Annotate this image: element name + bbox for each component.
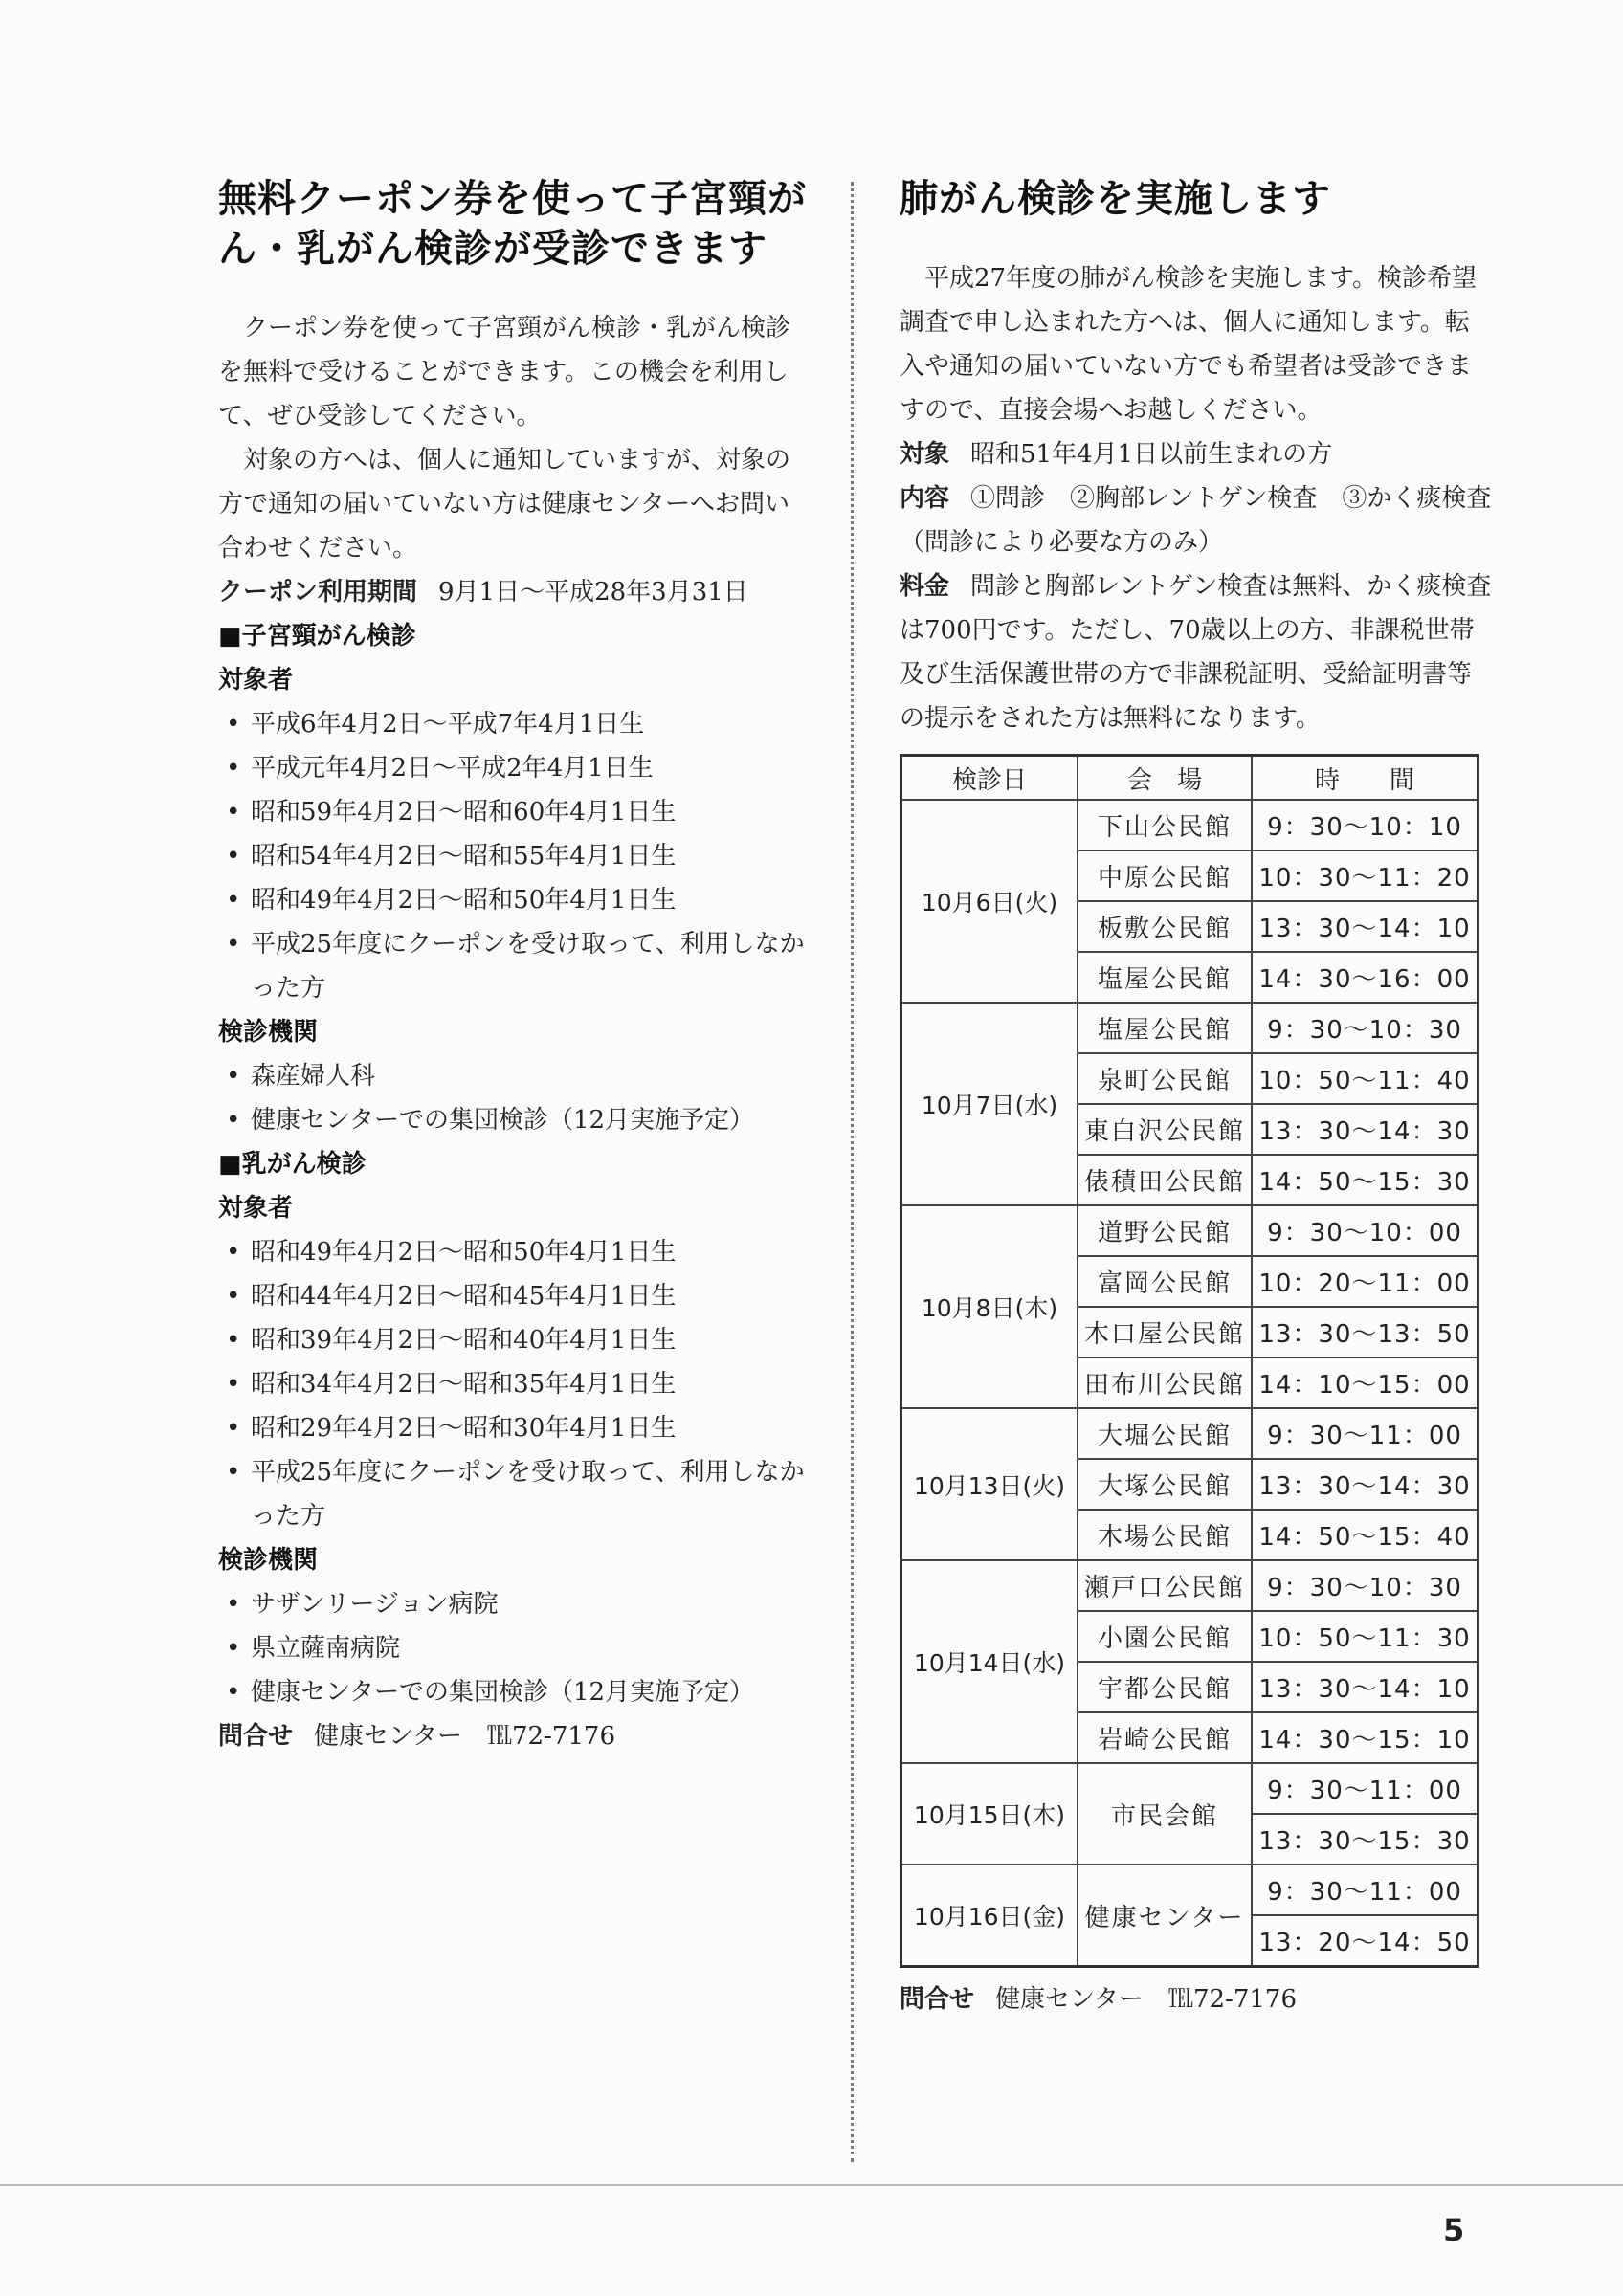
exam-date: 10月15日(木): [901, 1763, 1078, 1865]
venue-name: 小園公民館: [1078, 1611, 1252, 1662]
venue-name: 瀬戸口公民館: [1078, 1560, 1252, 1611]
venue-name: 木口屋公民館: [1078, 1307, 1252, 1358]
table-header-row: [901, 756, 1478, 801]
lung-target: [900, 432, 1493, 476]
time-slot: 9：30～10：30: [1252, 1560, 1478, 1611]
coupon-period-value: 9月1日～平成28年3月31日: [438, 578, 748, 607]
venue-name: 板敷公民館: [1078, 901, 1252, 952]
venue-name: 岩崎公民館: [1078, 1712, 1252, 1763]
lung-target-value: 昭和51年4月1日以前生まれの方: [970, 440, 1333, 469]
left-contact: [218, 1714, 812, 1758]
time-slot: 13：30～14：30: [1252, 1459, 1478, 1510]
venue-name: 中原公民館: [1078, 850, 1252, 901]
right-contact: [900, 1977, 1493, 2021]
list-item: • 平成6年4月2日～平成7年4月1日生: [218, 702, 812, 746]
table-row: [901, 1003, 1478, 1053]
list-item: • 平成元年4月2日～平成2年4月1日生: [218, 746, 812, 790]
list-item: • 昭和39年4月2日～昭和40年4月1日生: [218, 1318, 812, 1362]
coupon-article-title: 無料クーポン券を使って子宮頸がん・乳がん検診が受診できます: [218, 177, 807, 271]
time-slot: 9：30～10：30: [1252, 1003, 1478, 1053]
cervical-institution-list: [218, 1054, 812, 1142]
right-contact-value: 健康センター ℡72-7176: [995, 1985, 1298, 2014]
list-item: • サザンリージョン病院: [218, 1582, 812, 1626]
time-slot: 13：30～14：10: [1252, 1662, 1478, 1712]
lung-content-value: ①問診 ②胸部レントゲン検査 ③かく痰検査（問診により必要な方のみ）: [900, 484, 1492, 557]
lung-fee-value: 問診と胸部レントゲン検査は無料、かく痰検査は700円です。ただし、70歳以上の方、非課税世帯及び生活保護世帯の方で非課税証明、受給証明書等の提示をされた方は無料になります。: [900, 572, 1492, 733]
time-slot: 10：20～11：00: [1252, 1256, 1478, 1307]
right-contact-label: 問合せ: [900, 1985, 975, 2014]
time-slot: 13：30～14：30: [1252, 1104, 1478, 1155]
venue-name: 東白沢公民館: [1078, 1104, 1252, 1155]
time-slot: 9：30～11：00: [1252, 1408, 1478, 1459]
time-slot: 9：30～11：00: [1252, 1763, 1478, 1814]
venue-name: 大堀公民館: [1078, 1408, 1252, 1459]
venue-name: 健康センター: [1078, 1865, 1252, 1967]
time-slot: 13：30～14：10: [1252, 901, 1478, 952]
lung-content: [900, 476, 1493, 564]
coupon-period-label: クーポン利用期間: [218, 578, 418, 607]
exam-date: 10月7日(水): [901, 1003, 1078, 1205]
time-slot: 13：20～14：50: [1252, 1915, 1478, 1967]
list-item: • 昭和59年4月2日～昭和60年4月1日生: [218, 790, 812, 834]
time-slot: 10：30～11：20: [1252, 850, 1478, 901]
exam-date: 10月8日(木): [901, 1205, 1078, 1408]
time-slot: 14：30～15：10: [1252, 1712, 1478, 1763]
schedule-table: [900, 754, 1479, 1968]
time-slot: 14：10～15：00: [1252, 1358, 1478, 1408]
time-slot: 13：30～15：30: [1252, 1814, 1478, 1865]
schedule-body: [901, 800, 1478, 1967]
venue-name: 塩屋公民館: [1078, 952, 1252, 1003]
list-item: • 健康センターでの集団検診（12月実施予定）: [218, 1098, 812, 1142]
time-slot: 10：50～11：30: [1252, 1611, 1478, 1662]
table-row: [901, 1205, 1478, 1256]
lung-fee-label: 料金: [900, 572, 950, 601]
list-item: • 昭和54年4月2日～昭和55年4月1日生: [218, 834, 812, 878]
lung-target-label: 対象: [900, 440, 950, 469]
venue-name: 下山公民館: [1078, 800, 1252, 850]
lung-intro-paragraph: 平成27年度の肺がん検診を実施します。検診希望調査で申し込まれた方へは、個人に通知します。転入や通知の届いていない方でも希望者は受診できますので、直接会場へお越しください。: [900, 264, 1478, 425]
venue-name: 道野公民館: [1078, 1205, 1252, 1256]
exam-date: 10月6日(火): [901, 800, 1078, 1003]
time-slot: 9：30～11：00: [1252, 1865, 1478, 1915]
cervical-heading: ■子宮頸がん検診: [218, 622, 416, 651]
venue-name: 塩屋公民館: [1078, 1003, 1252, 1053]
column-divider: [851, 182, 854, 2162]
venue-name: 市民会館: [1078, 1763, 1252, 1865]
list-item: • 昭和44年4月2日～昭和45年4月1日生: [218, 1274, 812, 1318]
list-item: • 県立薩南病院: [218, 1626, 812, 1670]
lung-fee: [900, 564, 1493, 740]
left-article: [218, 174, 812, 1758]
list-item: • 平成25年度にクーポンを受け取って、利用しなかった方: [218, 922, 812, 1010]
page-number: 5: [1443, 2212, 1465, 2248]
footer-rule: [0, 2184, 1623, 2186]
cervical-target-label: 対象者: [218, 666, 294, 695]
intro-paragraph: クーポン券を使って子宮頸がん検診・乳がん検診を無料で受けることができます。この機会を利用して、ぜひ受診してください。: [218, 314, 791, 430]
venue-name: 田布川公民館: [1078, 1358, 1252, 1408]
time-slot: 14：30～16：00: [1252, 952, 1478, 1003]
table-row: [901, 1408, 1478, 1459]
venue-name: 大塚公民館: [1078, 1459, 1252, 1510]
time-slot: 9：30～10：00: [1252, 1205, 1478, 1256]
venue-name: 富岡公民館: [1078, 1256, 1252, 1307]
coupon-period: [218, 570, 812, 614]
breast-target-label: 対象者: [218, 1194, 294, 1223]
venue-name: 宇都公民館: [1078, 1662, 1252, 1712]
left-contact-label: 問合せ: [218, 1722, 294, 1751]
table-row: [901, 1560, 1478, 1611]
breast-target-list: [218, 1230, 812, 1538]
time-slot: 13：30～13：50: [1252, 1307, 1478, 1358]
list-item: • 昭和34年4月2日～昭和35年4月1日生: [218, 1362, 812, 1406]
list-item: • 健康センターでの集団検診（12月実施予定）: [218, 1670, 812, 1714]
time-slot: 14：50～15：30: [1252, 1155, 1478, 1205]
breast-heading: ■乳がん検診: [218, 1150, 367, 1179]
list-item: • 昭和29年4月2日～昭和30年4月1日生: [218, 1406, 812, 1450]
notice-paragraph: 対象の方へは、個人に通知していますが、対象の方で通知の届いていない方は健康センターへお問い合わせください。: [218, 446, 791, 563]
list-item: • 昭和49年4月2日～昭和50年4月1日生: [218, 878, 812, 922]
venue-name: 泉町公民館: [1078, 1053, 1252, 1104]
header-time: 時 間: [1252, 756, 1478, 801]
exam-date: 10月14日(水): [901, 1560, 1078, 1763]
time-slot: 10：50～11：40: [1252, 1053, 1478, 1104]
left-contact-value: 健康センター ℡72-7176: [314, 1722, 616, 1751]
time-slot: 14：50～15：40: [1252, 1510, 1478, 1560]
exam-date: 10月16日(金): [901, 1865, 1078, 1967]
exam-date: 10月13日(火): [901, 1408, 1078, 1560]
venue-name: 木場公民館: [1078, 1510, 1252, 1560]
table-row: [901, 1865, 1478, 1915]
cervical-target-list: [218, 702, 812, 1010]
list-item: • 森産婦人科: [218, 1054, 812, 1098]
table-row: [901, 1763, 1478, 1814]
header-date: 検診日: [901, 756, 1078, 801]
breast-institution-list: [218, 1582, 812, 1714]
table-row: [901, 800, 1478, 850]
lung-article-title: 肺がん検診を実施します: [900, 177, 1331, 221]
lung-content-label: 内容: [900, 484, 950, 513]
header-venue: 会 場: [1078, 756, 1252, 801]
right-article: [900, 174, 1493, 2021]
time-slot: 9：30～10：10: [1252, 800, 1478, 850]
cervical-institution-label: 検診機関: [218, 1018, 319, 1047]
list-item: • 平成25年度にクーポンを受け取って、利用しなかった方: [218, 1450, 812, 1538]
venue-name: 俵積田公民館: [1078, 1155, 1252, 1205]
breast-institution-label: 検診機関: [218, 1546, 319, 1575]
list-item: • 昭和49年4月2日～昭和50年4月1日生: [218, 1230, 812, 1274]
